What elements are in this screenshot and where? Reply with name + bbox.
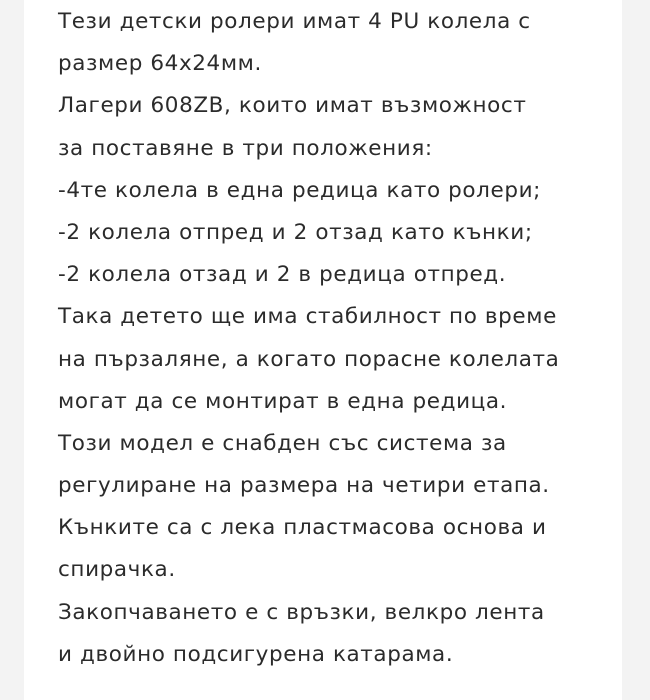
description-line: -4те колела в една редица като ролери; bbox=[58, 177, 542, 203]
description-line: Тези детски ролери имат 4 PU колела с bbox=[58, 9, 531, 34]
description-line: Този модел е снабден със система за bbox=[58, 430, 507, 456]
description-line: размер 64х24мм. bbox=[58, 51, 262, 77]
description-line: -2 колела отпред и 2 отзад като кънки; bbox=[58, 219, 533, 245]
description-line: Лагери 608ZB, които имат възможност bbox=[58, 93, 527, 119]
description-line: за поставяне в три положения: bbox=[58, 135, 433, 161]
description-line: Кънките са с лека пластмасова основа и bbox=[58, 515, 547, 541]
description-line: спирачка. bbox=[58, 557, 176, 583]
description-line: регулиране на размера на четири етапа. bbox=[58, 473, 550, 499]
description-line: на пързаляне, а когато порасне колелата bbox=[58, 346, 560, 372]
description-line: Закопчаването е с връзки, велкро лента bbox=[58, 599, 545, 625]
description-line: и двойно подсигурена катарама. bbox=[58, 641, 454, 667]
description-line: могат да се монтират в една редица. bbox=[58, 388, 508, 414]
description-panel bbox=[24, 0, 622, 700]
product-description bbox=[58, 0, 618, 676]
description-line: -2 колела отзад и 2 в редица отпред. bbox=[58, 262, 507, 288]
description-line: Така детето ще има стабилност по време bbox=[58, 304, 557, 330]
